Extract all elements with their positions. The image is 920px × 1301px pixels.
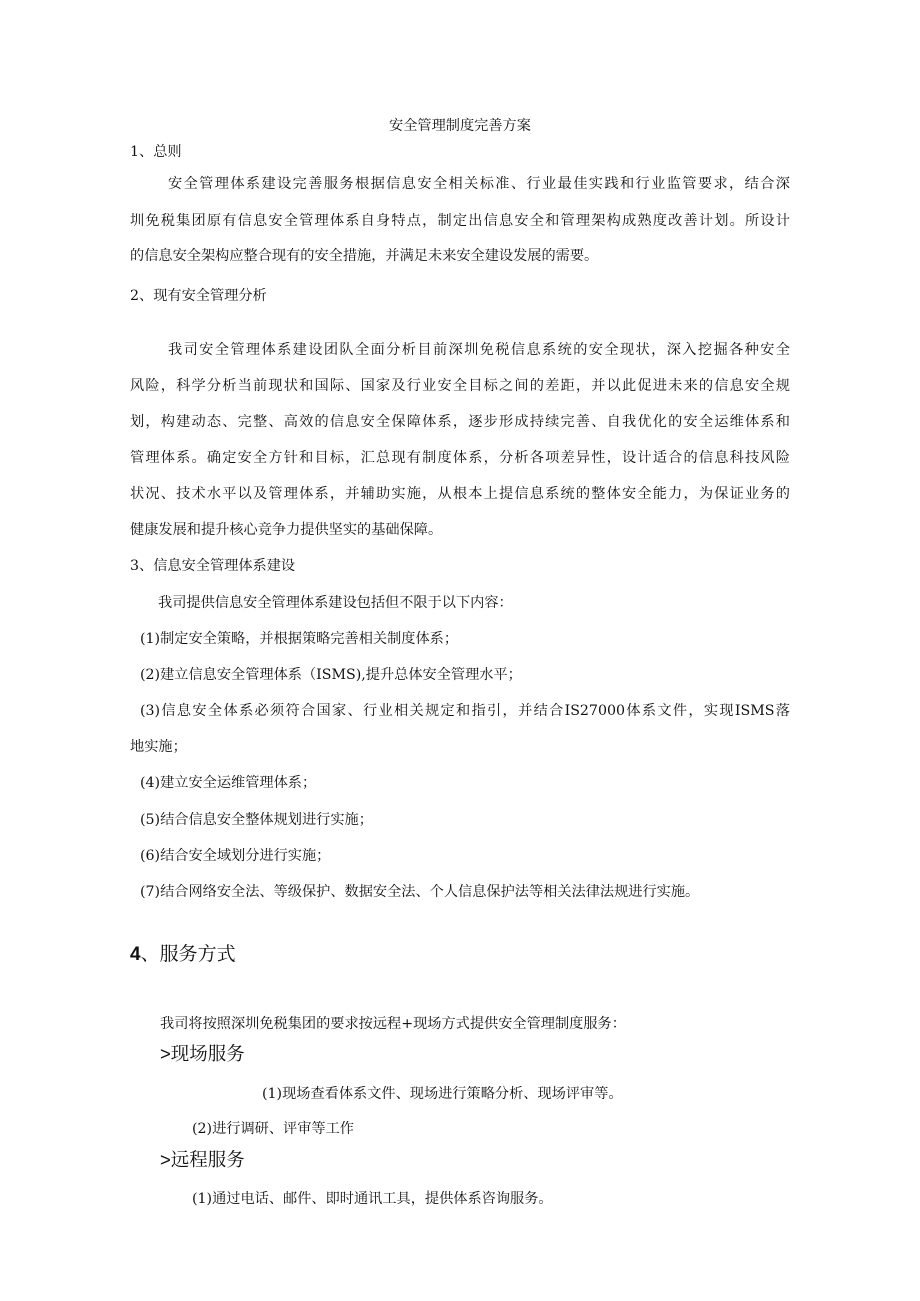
section-3-item: (6)结合安全域划分进行实施；: [140, 848, 331, 864]
section-3-item: (5)结合信息安全整体规划进行实施；: [140, 812, 373, 828]
section-1-line-3: 的信息安全架构应整合现有的安全措施，并满足未来安全建设发展的需要。: [130, 248, 599, 264]
section-4-heading: [130, 943, 236, 967]
section-1-line-1: 安全管理体系建设完善服务根据信息安全相关标准、行业最佳实践和行业监管要求，结合深: [168, 176, 790, 192]
section-2-line-3: 划，构建动态、完整、高效的信息安全保障体系，逐步形成持续完善、自我优化的安全运维体系和: [130, 414, 790, 430]
section-1-heading: 1、总则: [130, 144, 182, 160]
section-2-line-4: 管理体系。确定安全方针和目标，汇总现有制度体系，分析各项差异性，设计适合的信息科技风险: [130, 450, 790, 466]
section-2-line-5: 状况、技术水平以及管理体系，并辅助实施，从根本上提信息系统的整体安全能力，为保证业务的: [130, 486, 790, 502]
section-3-item: (1)制定安全策略，并根据策略完善相关制度体系；: [140, 631, 459, 647]
section-3-intro: 我司提供信息安全管理体系建设包括但不限于以下内容：: [158, 595, 513, 611]
section-3-item: (7)结合网络安全法、等级保护、数据安全法、个人信息保护法等相关法律法规进行实施。: [140, 884, 700, 900]
section-1-line-2: 圳免税集团原有信息安全管理体系自身特点，制定出信息安全和管理架构成熟度改善计划。所设计: [130, 213, 790, 229]
section-4-intro: 我司将按照深圳免税集团的要求按远程+现场方式提供安全管理制度服务：: [160, 1016, 626, 1032]
onsite-service-item: (1)现场查看体系文件、现场进行策略分析、现场评审等。: [262, 1086, 623, 1102]
remote-service-heading: >远程服务: [160, 1149, 245, 1170]
section-2-line-1: 我司安全管理体系建设团队全面分析目前深圳免税信息系统的安全现状，深入挖掘各种安全: [168, 342, 790, 358]
section-4-heading-number: 4: [130, 944, 141, 965]
section-2-line-2: 风险，科学分析当前现状和国际、国家及行业安全目标之间的差距，并以此促进未来的信息安全规: [130, 378, 790, 394]
section-4-heading-text: 、服务方式: [140, 944, 236, 965]
section-3-item: (2)建立信息安全管理体系（ISMS),提升总体安全管理水平；: [140, 667, 522, 683]
section-3-heading: 3、信息安全管理体系建设: [130, 558, 296, 574]
section-3-item: (4)建立安全运维管理体系；: [140, 775, 317, 791]
onsite-service-item: (2)进行调研、评审等工作: [192, 1121, 354, 1137]
section-3-item-continuation: 地实施；: [130, 739, 187, 755]
section-2-heading: 2、现有安全管理分析: [130, 288, 267, 304]
section-2-line-6: 健康发展和提升核心竞争力提供坚实的基础保障。: [130, 522, 443, 538]
section-3-item: (3)信息安全体系必须符合国家、行业相关规定和指引，并结合IS27000体系文件，实现ISMS落: [140, 703, 790, 719]
remote-service-item: (1)通过电话、邮件、即时通讯工具，提供体系咨询服务。: [192, 1191, 553, 1207]
onsite-service-heading: >现场服务: [160, 1043, 245, 1064]
page-title: 安全管理制度完善方案: [389, 118, 531, 134]
